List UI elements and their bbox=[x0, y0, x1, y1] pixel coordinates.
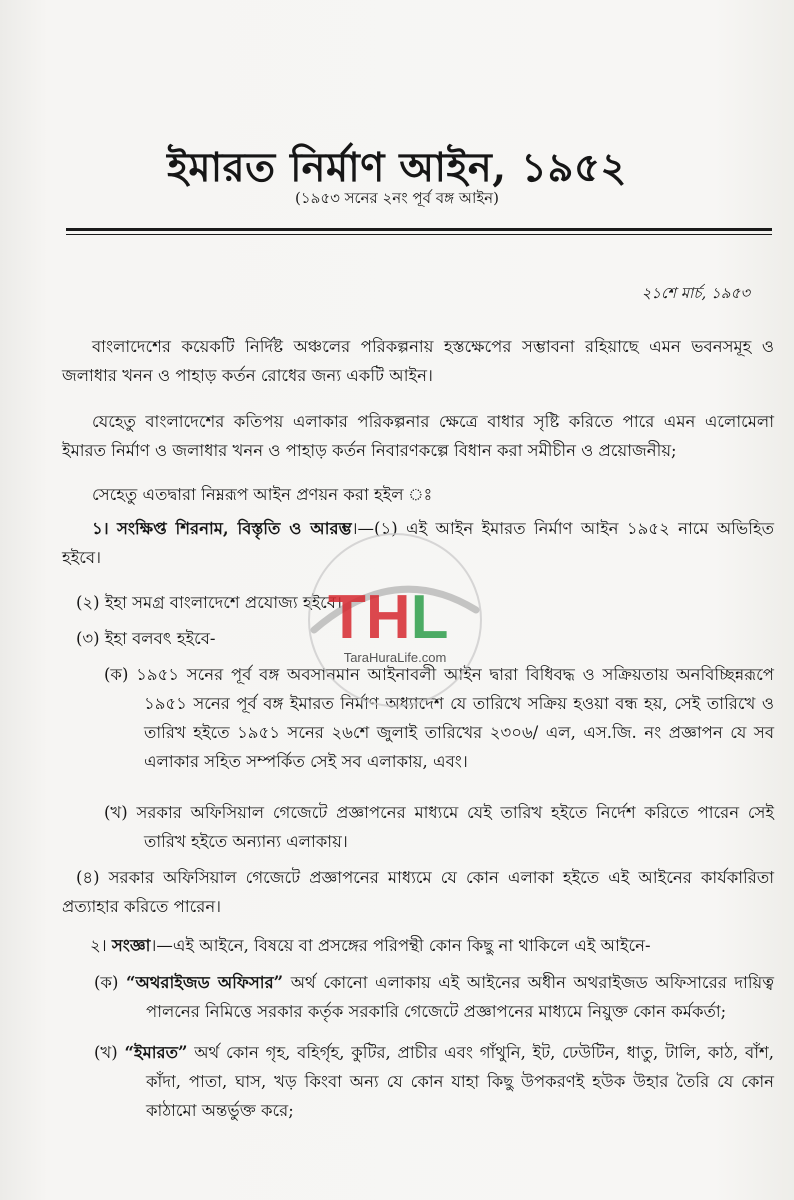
section-2-heading: সংজ্ঞা bbox=[111, 936, 151, 955]
document-subtitle: (১৯৫৩ সনের ২নং পূর্ব বঙ্গ আইন) bbox=[295, 189, 499, 207]
watermark-site-text: TaraHuraLife.com bbox=[343, 650, 447, 665]
section-1-subsection-3: (৩) ইহা বলবৎ হইবে- bbox=[76, 629, 216, 648]
section-1-clause-ka: (ক) ১৯৫১ সনের পূর্ব বঙ্গ অবসানমান আইনাবলী আইন দ্বারা বিধিবদ্ধ ও সক্রিয়তায় অনবিচ্ছিন্নরূপে ১৯৫১ সনের পূর্ব বঙ্গ ইমারত নির্মাণ অধ্যাদেশ যে তারিখে সক্রিয় হওয়া বন্ধ হয়, সেই তারিখে ও তারিখ হইতে ১৯৫১ সনের ২৬শে জুলাই তারিখের ২৩০৬/ এল, এস.জি. নং প্রজ্ঞাপন যে সব এলাকার সহিত সম্পর্কিত সেই সব এলাকায়, এবং। bbox=[104, 665, 774, 771]
section-1-clause-kha: (খ) সরকার অফিসিয়াল গেজেটে প্রজ্ঞাপনের মাধ্যমে যেই তারিখ হইতে নির্দেশ করিতে পারেন সেই তারিখ হইতে অন্যান্য এলাকায়। bbox=[104, 803, 774, 851]
definition-ka-text: অর্থ কোনো এলাকায় এই আইনের অধীন অথরাইজড অফিসারের দায়িত্ব পালনের নিমিত্তে সরকার কর্তৃক সরকারি গেজেটে প্রজ্ঞাপনের মাধ্যমে নিয়ুক্ত কোন কর্মকর্তা; bbox=[146, 973, 774, 1021]
definition-kha-label: (খ) bbox=[94, 1043, 118, 1062]
enactment-date: ২১শে মার্চ, ১৯৫৩ bbox=[641, 284, 750, 302]
section-2-intro-text: ।—এই আইনে, বিষয়ে বা প্রসঙ্গের পরিপন্থী কোন কিছু না থাকিলে এই আইনে- bbox=[150, 936, 651, 955]
section-2-number: ২। bbox=[90, 936, 107, 955]
definition-ka-term: “অথরাইজড অফিসার” bbox=[125, 973, 284, 992]
section-1-number: ১। bbox=[92, 519, 109, 538]
section-1-subsection-2: (২) ইহা সমগ্র বাংলাদেশে প্রযোজ্য হইবে। bbox=[76, 593, 342, 612]
document-title: ইমারত নির্মাণ আইন, ১৯৫২ bbox=[167, 144, 627, 191]
watermark-graphic bbox=[300, 520, 490, 720]
section-1-heading: সংক্ষিপ্ত শিরনাম, বিস্তৃতি ও আরম্ভ bbox=[117, 519, 352, 538]
preamble-paragraph-2: যেহেতু বাংলাদেশের কতিপয় এলাকার পরিকল্পনার ক্ষেত্রে বাধার সৃষ্টি করিতে পারে এমন এলোমেলা ইমারত নির্মাণ ও জলাধার খনন ও পাহাড় কর্তন নিবারণকল্পে বিধান করা সমীচীন ও প্রয়োজনীয়; bbox=[62, 412, 774, 460]
section-1-subsection-4: (৪) সরকার অফিসিয়াল গেজেটে প্রজ্ঞাপনের মাধ্যমে যে কোন এলাকা হইতে এই আইনের কার্যকারিতা প্রত্যাহার করিতে পারেন। bbox=[62, 868, 774, 916]
definition-authorized-officer bbox=[94, 969, 774, 1027]
title-rule-thick bbox=[66, 228, 772, 231]
definition-building bbox=[94, 1039, 774, 1126]
section-2-intro bbox=[90, 932, 774, 961]
preamble-paragraph-1: বাংলাদেশের কয়েকটি নির্দিষ্ট অঞ্চলের পরিকল্পনায় হস্তক্ষেপের সম্ভাবনা রহিয়াছে এমন ভবনসমূহ ও জলাধার খনন ও পাহাড় কর্তন রোধের জন্য একটি আইন। bbox=[62, 337, 774, 385]
preamble-paragraph-3: সেহেতু এতদ্বারা নিম্নরূপ আইন প্রণয়ন করা হইল ঃ bbox=[92, 485, 433, 504]
section-1-text: ।—(১) এই আইন ইমারত নির্মাণ আইন ১৯৫২ নামে অভিহিত হইবে। bbox=[62, 519, 775, 567]
watermark-logo-text: THL bbox=[328, 583, 449, 652]
definition-ka-label: (ক) bbox=[94, 973, 119, 992]
title-rule-thin bbox=[66, 234, 772, 235]
definition-kha-term: “ইমারত” bbox=[124, 1043, 188, 1062]
definition-kha-text: অর্থ কোন গৃহ, বহির্গৃহ, কুটির, প্রাচীর এবং গাঁথুনি, ইট, ঢেউটিন, ধাতু, টালি, কাঠ, বাঁশ, কাঁদা, পাতা, ঘাস, খড় কিংবা অন্য যে কোন যাহা কিছু উপকরণই হউক উহার তৈরি যে কোন কাঠামো অন্তর্ভুক্ত করে; bbox=[146, 1043, 775, 1120]
watermark-logo bbox=[300, 520, 490, 720]
